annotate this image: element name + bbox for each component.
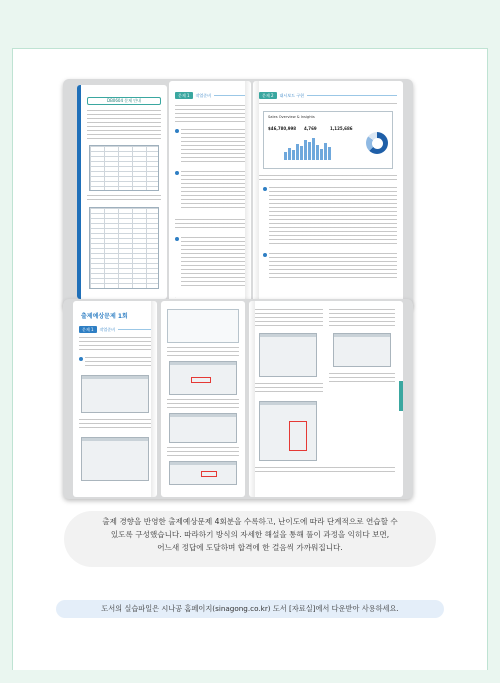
tip-box	[167, 309, 239, 343]
screenshot-image	[81, 437, 149, 481]
divider	[214, 95, 245, 96]
page-gutter	[253, 81, 259, 303]
step-bullet	[263, 253, 267, 257]
data-table	[89, 145, 159, 191]
dashboard-image	[263, 111, 393, 169]
step-bullet	[79, 357, 83, 361]
kpi-value: 4,769	[304, 126, 317, 131]
screenshot-image	[81, 375, 149, 413]
highlight-box	[191, 377, 211, 383]
chapter-title: 출제예상문제 1회	[81, 313, 128, 320]
book-page	[161, 301, 245, 497]
divider	[118, 329, 151, 330]
screenshot-image	[259, 401, 317, 461]
book-spread-bottom	[63, 299, 413, 499]
book-page	[73, 301, 157, 497]
kpi-value: 1,125,686	[330, 126, 353, 131]
page-gutter	[151, 301, 157, 497]
caption-line: 있도록 구성했습니다. 따라하기 방식의 자세한 해설을 통해 풀이 과정을 익히다 보면,	[110, 530, 390, 539]
body-text	[175, 105, 245, 125]
caption-line: 어느새 정답에 도달하며 합격에 한 걸음씩 가까워집니다.	[157, 543, 343, 552]
page-footer: ·	[175, 296, 176, 299]
body-text	[181, 237, 245, 287]
section-tag: 문제 1	[175, 92, 193, 99]
chapter-bar	[77, 85, 81, 299]
body-text	[79, 419, 151, 431]
body-text	[181, 171, 245, 211]
body-text	[259, 103, 397, 107]
body-text	[167, 399, 239, 409]
screenshot-image	[333, 333, 391, 367]
section-header	[79, 325, 151, 334]
dashboard-title: Sales Overview & Insights	[268, 115, 315, 119]
page-gutter	[245, 81, 251, 303]
body-text	[255, 467, 395, 473]
section-tag: 문제 2	[259, 92, 277, 99]
description-caption	[64, 511, 436, 567]
book-spread-top	[63, 79, 413, 309]
book-page	[253, 81, 403, 303]
page-gutter	[249, 301, 255, 497]
body-text	[255, 383, 323, 395]
body-text	[85, 357, 151, 367]
step-bullet	[175, 129, 179, 133]
step-bullet	[175, 171, 179, 175]
donut-chart	[366, 132, 388, 154]
section-tag: 문제 1	[79, 326, 97, 333]
section-header	[175, 91, 245, 100]
body-text	[87, 195, 161, 203]
book-page	[249, 301, 403, 497]
caption-line: 출제 경향을 반영한 출제예상문제 4회분을 수록하고, 난이도에 따라 단계적으로 연습할 수	[102, 517, 398, 526]
book-page	[169, 81, 251, 303]
body-text	[79, 337, 151, 351]
step-bullet	[263, 187, 267, 191]
highlight-box	[289, 421, 307, 451]
highlight-box	[201, 471, 217, 477]
body-text	[329, 373, 395, 385]
data-table	[89, 207, 159, 289]
book-page	[77, 85, 167, 299]
divider	[307, 95, 397, 96]
body-text	[167, 447, 239, 457]
download-note: 도서의 실습파일은 시나공 홈페이지(sinagong.co.kr) 도서 [자료실]에서 다운받아 사용하세요.	[56, 600, 444, 618]
section-title: 대시보드 구현	[279, 93, 305, 98]
screenshot-image	[259, 333, 317, 377]
section-tab	[399, 381, 403, 411]
content-panel	[12, 48, 488, 670]
step-bullet	[175, 237, 179, 241]
body-text	[167, 347, 239, 357]
section-title: 작업준비	[195, 93, 212, 98]
body-text	[87, 110, 161, 142]
bar-chart	[284, 138, 331, 160]
body-text	[269, 253, 397, 281]
body-text	[181, 129, 245, 165]
body-text	[255, 309, 323, 329]
screenshot-image	[169, 413, 237, 443]
body-text	[175, 219, 245, 231]
section-title: 작업준비	[99, 327, 116, 332]
body-text	[259, 175, 397, 183]
page-title: DB0604 문제 안내	[87, 97, 161, 105]
body-text	[269, 187, 397, 247]
body-text	[329, 309, 395, 329]
section-header	[259, 91, 397, 100]
kpi-value: $46,780,998	[268, 126, 297, 131]
